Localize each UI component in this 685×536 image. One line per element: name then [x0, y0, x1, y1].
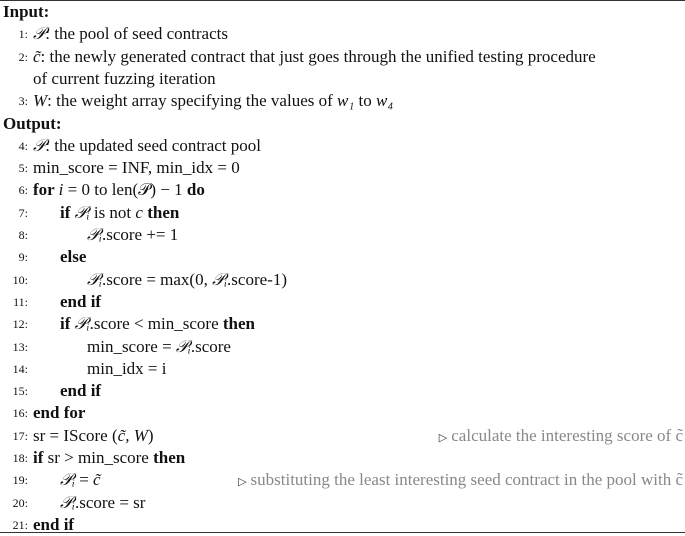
line-code: [33, 492, 683, 514]
line-number: 21:: [12, 517, 28, 532]
comment-triangle-icon: ▷: [438, 431, 448, 444]
math-symbol: W: [33, 91, 48, 111]
math-symbol: 𝒫ᵢ: [87, 225, 102, 244]
keyword: then: [222, 314, 255, 334]
math-symbol: 𝒫ᵢ: [87, 269, 102, 289]
algorithm-line: [0, 224, 683, 246]
line-code: [33, 447, 683, 469]
keyword: end if: [60, 291, 102, 311]
code-text: : the updated seed contract pool: [45, 135, 261, 155]
code-text: .score += 1: [101, 225, 179, 244]
code-text: .score < min_score: [89, 314, 223, 334]
line-number: 20:: [12, 495, 28, 510]
line-code: [33, 469, 683, 491]
code-text: .score = sr: [74, 492, 146, 512]
line-code: [33, 179, 683, 201]
math-symbol: 𝒫ᵢ: [60, 492, 75, 512]
math-symbol: c̃: [93, 470, 101, 490]
algorithm-line: [0, 269, 683, 291]
code-text: of current fuzzing iteration: [33, 68, 216, 88]
line-code: [33, 402, 683, 424]
line-code: [33, 157, 683, 179]
line-number: 18:: [12, 451, 28, 465]
line-code: [33, 68, 683, 90]
math-symbol: 𝒫ᵢ: [175, 336, 191, 356]
keyword: do: [186, 180, 205, 200]
line-number: 1:: [18, 27, 28, 42]
line-comment: [238, 469, 683, 493]
math-symbol: 𝒫: [33, 135, 46, 155]
algorithm-line: [0, 135, 683, 157]
line-number: 9:: [18, 250, 28, 265]
math-symbol: i: [58, 180, 64, 200]
code-text: : the weight array specifying the values of: [47, 91, 338, 111]
keyword: else: [60, 247, 87, 267]
keyword: if: [60, 202, 75, 222]
line-code: [33, 269, 683, 291]
algorithm-line: [0, 469, 683, 491]
algorithm-line: [0, 402, 683, 424]
line-code: [33, 514, 683, 536]
keyword: then: [153, 448, 186, 467]
keyword: end for: [33, 403, 86, 423]
line-code: [33, 135, 683, 157]
math-symbol: 𝒫ᵢ: [212, 269, 228, 289]
code-text: : the pool of seed contracts: [45, 24, 228, 44]
line-number: 8:: [18, 228, 28, 242]
algorithm-line: [0, 447, 683, 469]
line-number: 13:: [12, 339, 28, 354]
algorithm-line: [0, 358, 683, 380]
algorithm-line: [0, 90, 683, 112]
line-number: 4:: [18, 138, 28, 153]
algorithm-line: [0, 46, 683, 68]
line-number: 10:: [12, 272, 28, 287]
output-heading: Output:: [3, 113, 62, 133]
keyword: end if: [60, 381, 102, 401]
math-symbol: 𝒫ᵢ: [74, 314, 90, 334]
code-text: .score: [190, 336, 231, 356]
code-text: .score-1): [227, 269, 287, 289]
algorithm-line: [0, 291, 683, 313]
algorithm-line: [0, 157, 683, 179]
keyword: for: [33, 180, 59, 200]
code-text: : the newly generated contract that just goes through the unified testing procedure: [40, 46, 596, 66]
input-heading: Input:: [3, 2, 50, 21]
line-number: 6:: [18, 183, 28, 198]
line-code: [33, 46, 683, 68]
line-comment: [439, 425, 683, 449]
code-text: .score = max(0,: [101, 269, 213, 289]
algorithm-line: [0, 246, 683, 268]
line-number: 5:: [18, 161, 28, 176]
line-code: [33, 90, 683, 112]
line-number: 2:: [18, 49, 28, 64]
algorithm-line: [0, 425, 683, 447]
code-text: =: [74, 470, 94, 490]
keyword: if: [33, 448, 48, 467]
comment-text: calculate the interesting score of c̃: [451, 425, 683, 445]
line-code: [33, 23, 683, 45]
algorithm-line: [0, 23, 683, 45]
line-code: [33, 425, 683, 447]
math-symbol: w₄: [376, 91, 394, 111]
code-text: min_score = INF, min_idx = 0: [33, 158, 240, 178]
line-number: 3:: [18, 94, 28, 109]
line-code: [33, 224, 683, 246]
line-number: 16:: [12, 406, 28, 421]
code-text: min_idx = i: [87, 358, 167, 378]
line-number: 17:: [12, 428, 28, 443]
math-symbol: c̃, W: [117, 425, 148, 445]
line-code: [33, 291, 683, 313]
algorithm-line: [0, 336, 683, 358]
algorithm-line: [0, 313, 683, 335]
math-symbol: c̃: [33, 46, 41, 66]
line-number: 7:: [18, 205, 28, 220]
algorithm-line: [0, 68, 683, 90]
math-symbol: 𝒫ᵢ: [60, 470, 75, 490]
algorithm-line: [0, 492, 683, 514]
code-text: to: [354, 91, 377, 111]
code-text: ): [147, 425, 154, 445]
algorithm-line: [0, 380, 683, 402]
line-number: 19:: [12, 473, 28, 488]
keyword: end if: [33, 514, 75, 534]
line-code: [33, 246, 683, 268]
line-number: 12:: [12, 317, 28, 332]
code-text: min_score =: [87, 336, 176, 356]
math-symbol: c: [135, 202, 143, 222]
algorithm-line: [0, 514, 683, 536]
algorithm-line: [0, 179, 683, 201]
code-text: sr = IScore (: [33, 425, 118, 445]
math-symbol: 𝒫ᵢ: [74, 202, 90, 222]
line-code: [33, 313, 683, 335]
comment-text: substituting the least interesting seed contract in the pool with c̃: [250, 470, 683, 490]
line-number: 11:: [13, 294, 28, 309]
line-code: [33, 380, 683, 402]
keyword: then: [142, 202, 180, 222]
line-code: [33, 358, 683, 380]
line-code: [33, 336, 683, 358]
line-number: 15:: [12, 384, 28, 399]
code-text: = 0 to len(𝒫) − 1: [63, 180, 187, 200]
math-symbol: 𝒫: [33, 24, 46, 44]
code-text: is not: [89, 202, 136, 222]
math-symbol: w₁: [337, 91, 355, 111]
comment-triangle-icon: ▷: [238, 476, 247, 489]
algorithm-line: [0, 202, 683, 224]
line-number: 14:: [12, 361, 28, 376]
line-code: [33, 202, 683, 224]
code-text: sr > min_score: [47, 448, 154, 467]
keyword: if: [60, 314, 75, 334]
